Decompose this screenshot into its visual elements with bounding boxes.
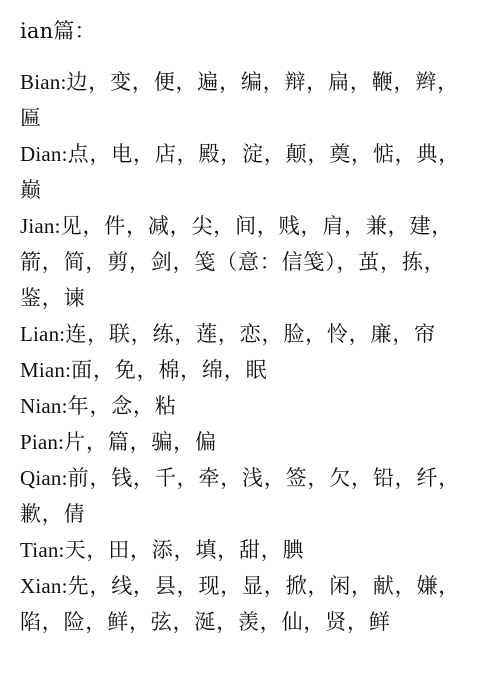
entry-bian [20,64,482,136]
entry-characters: 见，件，减，尖，间，贱，肩，兼，建， [60,214,454,238]
entry-pinyin: Bian: [20,70,67,94]
entry-characters: 年，念，粘 [67,394,177,418]
entry-line [20,388,482,424]
entry-characters: 边，变，便，遍，编，辩，扁，鞭，辫， [66,70,459,94]
entry-pinyin: Jian: [20,214,61,238]
entry-pinyin: Tian: [20,538,65,562]
entry-line [20,424,482,460]
entry-line: 匾 [20,106,42,130]
entry-pian [20,424,482,460]
entry-line [20,208,482,244]
entry-line [20,532,482,568]
entry-pinyin: Nian: [20,394,68,418]
entry-tian [20,532,482,568]
entry-characters: 点，电，店，殿，淀，颠，奠，惦，典， [67,142,461,166]
entry-line: 巅 [20,178,42,202]
entry-line: 歉，倩 [20,502,86,526]
entry-lian [20,316,482,352]
page-title: ian篇： [20,19,96,43]
entry-characters: 先，线，县，现，显，掀，闲，献，嫌， [67,574,461,598]
entry-line [20,64,482,100]
entry-mian [20,352,482,388]
entry-line [20,568,482,604]
entry-dian [20,136,482,208]
entry-pinyin: Lian: [20,322,66,346]
entry-xian [20,568,482,640]
entry-line [20,136,482,172]
entry-characters: 前，钱，千，牵，浅，签，欠，铅，纤， [67,466,461,490]
entry-nian [20,388,482,424]
entry-characters: 片，篇，骗，偏 [64,430,217,454]
entry-characters: 连，联，练，莲，恋，脸，怜，廉，帘 [65,322,436,346]
entry-characters: 面，免，棉，绵，眠 [71,358,268,382]
entry-pinyin: Mian: [20,358,72,382]
entry-line [20,460,482,496]
entry-line: 鉴，谏 [20,286,86,310]
entry-pinyin: Xian: [20,574,68,598]
entry-line [20,316,482,352]
entry-pinyin: Pian: [20,430,65,454]
entry-characters: 天，田，添，填，甜，腆 [64,538,305,562]
entry-pinyin: Dian: [20,142,68,166]
entry-line: 陷，险，鲜，弦，涎，羡，仙，贤，鲜 [20,610,391,634]
entry-qian [20,460,482,532]
entry-line: 箭，简，剪，剑，笺（意：信笺），茧，拣， [20,250,446,274]
entry-line [20,352,482,388]
entry-pinyin: Qian: [20,466,68,490]
entry-jian [20,208,482,316]
